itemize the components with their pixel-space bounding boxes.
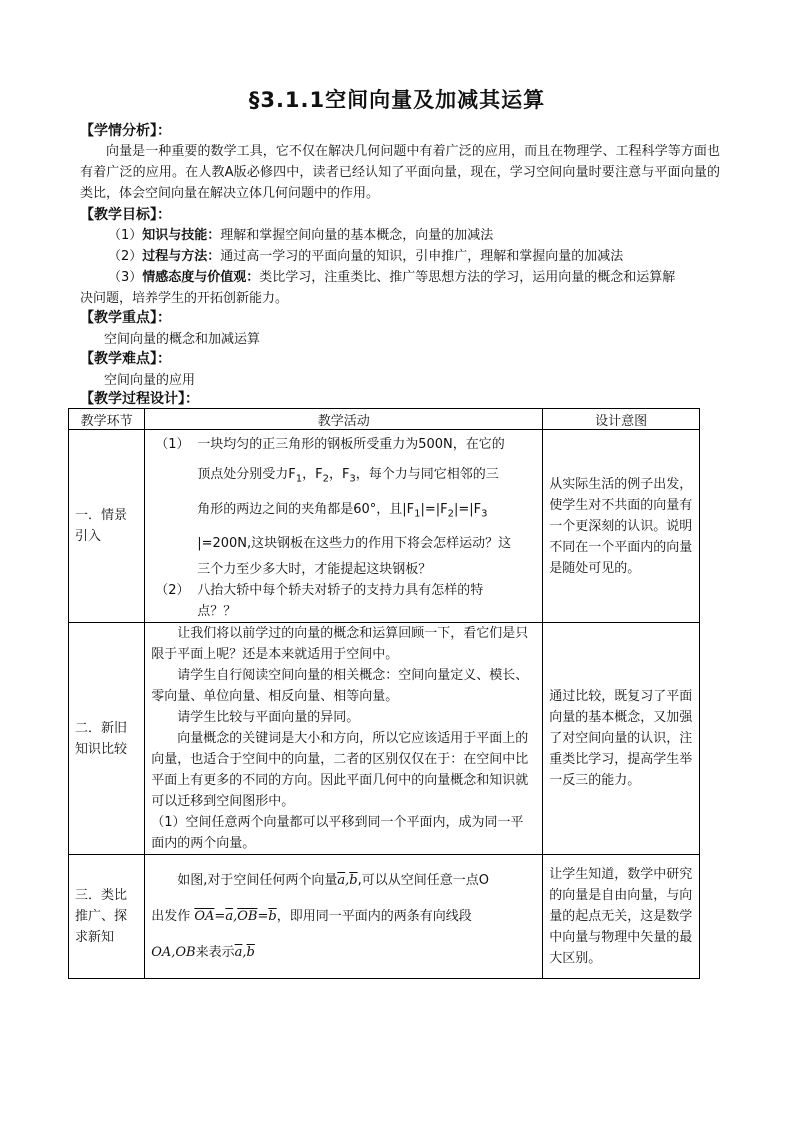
- header-activity: 教学活动: [145, 409, 543, 430]
- goal-3: （3）情感态度与价值观：类比学习，注重类比、推广等思想方法的学习，运用向量的概念和运算解: [108, 270, 676, 285]
- goal-1: （1）知识与技能：理解和掌握空间向量的基本概念，向量的加减法: [108, 228, 494, 243]
- goal-2: （2）过程与方法：通过高一学习的平面向量的知识，引申推广，理解和掌握向量的加减法: [108, 249, 624, 264]
- xueqing-text: 向量是一种重要的数学工具，它不仅在解决几何问题中有着广泛的应用，而且在物理学、工程科学等方面也有着广泛的应用。在人教A版必修四中，读者已经认知了平面向量，现在，学习空间向量时要注意与平面向量的类比，体会空间向量在解决立体几何问题中的作用。: [80, 144, 720, 201]
- header-intent: 设计意图: [543, 409, 700, 430]
- heading-mubiao: 【教学目标】：: [80, 207, 171, 223]
- intent-cell: 让学生知道，数学中研究的向量是自由向量，与向量的起点无关，这是数学中向量与物理中矢量的最大区别。: [543, 855, 700, 979]
- table-header-row: [69, 409, 700, 430]
- intent-cell: 通过比较，既复习了平面向量的基本概念，又加强了对空间向量的认识，注重类比学习，提高学生举一反三的能力。: [543, 623, 700, 855]
- table-row: [69, 855, 700, 979]
- stage-cell: 二．新旧知识比较: [69, 623, 145, 855]
- table-row: [69, 430, 700, 623]
- stage-cell: 一．情景引入: [69, 430, 145, 623]
- header-stage: 教学环节: [69, 409, 145, 430]
- heading-guocheng: 【教学过程设计】：: [80, 391, 199, 407]
- activity-cell: 如图,对于空间任何两个向量$\overline{a},\overline{b}$,可以从空间任意一点O 出发作 $\overline{OA}=\overline{a},\overline{OB}=\overline{b}$，即用同一平面内的两条有向线段 OA,OB来表示$\overline{a},\overline{b}$: [145, 855, 543, 979]
- intent-cell: 从实际生活的例子出发，使学生对不共面的向量有一个更深刻的认识。说明不同在一个平面内的向量是随处可见的。: [543, 430, 700, 623]
- stage-cell: 三．类比推广、探求新知: [69, 855, 145, 979]
- nandian-text: 空间向量的应用: [104, 373, 196, 388]
- activity-cell: （1） 一块均匀的正三角形的钢板所受重力为500N，在它的 顶点处分别受力$F_1$，$F_2$，$F_3$，每个力与同它相邻的三 角形的两边之间的夹角都是60°，且$|F_1|=|F_2|=|F_3$ |=200N,这块钢板在这些力的作用下将会怎样运动？这 三个力至少多大时，才能提起这块钢板？ （2） 八抬大轿中每个轿夫对轿子的支持力具有怎样的特 点？？: [145, 430, 543, 623]
- table-row: [69, 623, 700, 855]
- heading-xueqing: 【学情分析】：: [80, 123, 171, 139]
- activity-cell: 让我们将以前学过的向量的概念和运算回顾一下，看它们是只限于平面上呢？还是本来就适用于空间中。 请学生自行阅读空间向量的相关概念：空间向量定义、模长、零向量、单位向量、相反向量、相等向量。 请学生比较与平面向量的异同。 向量概念的关键词是大小和方向，所以它应该适用于平面上的向量，也适合于空间中的向量，二者的区别仅仅在于：在空间中比平面上有更多的不同的方向。因此平面几何中的向量概念和知识就可以迁移到空间图形中。 （1）空间任意两个向量都可以平移到同一个平面内，成为同一平面内的两个向量。: [145, 623, 543, 855]
- heading-nandian: 【教学难点】：: [80, 351, 171, 367]
- page-title: §3.1.1空间向量及加减其运算: [248, 88, 546, 112]
- heading-zhongdian: 【教学重点】：: [80, 310, 171, 326]
- teaching-process-table: [68, 408, 700, 979]
- zhongdian-text: 空间向量的概念和加减运算: [104, 332, 261, 347]
- goal-3-cont: 决问题，培养学生的开拓创新能力。: [80, 291, 289, 306]
